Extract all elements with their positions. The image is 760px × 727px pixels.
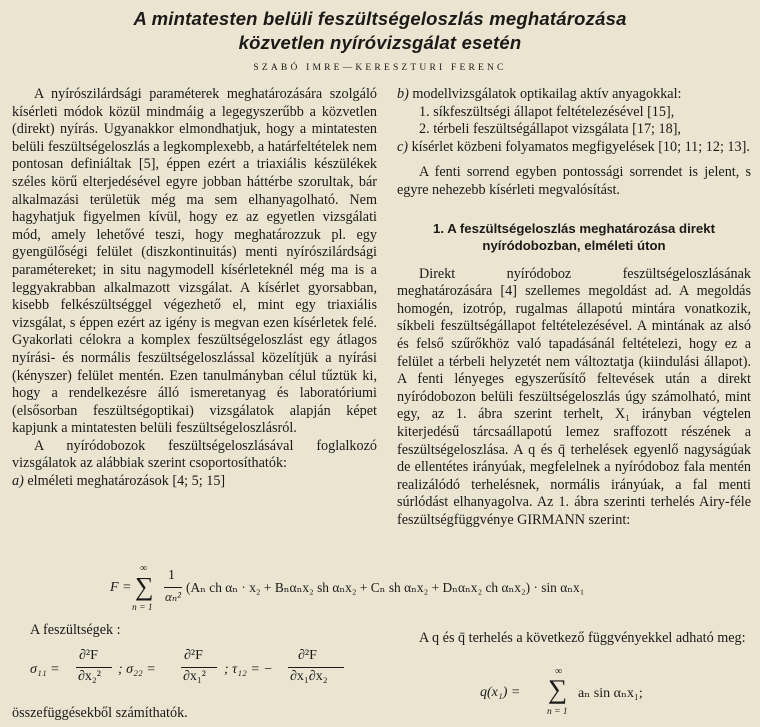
order-paragraph: A fenti sorrend egyben pontossági sorrendet is jelent, s egyre nehezebb kísérleti megvalósítást. [397, 164, 751, 198]
list-item-c-text: kísérlet közbeni folyamatos megfigyelések [10; 11; 12; 13]. [408, 138, 750, 155]
sigma22-numerator: ∂²F [184, 648, 203, 663]
section-heading: 1. A feszültségeloszlás meghatározása direkt nyíródobozban, elméleti úton [433, 220, 715, 253]
fraction-denominator: αₙ² [165, 589, 181, 604]
left-column [12, 86, 377, 491]
load-function-paragraph: A q és q̄ terhelés a következő függvényekkel adható meg: [419, 630, 746, 646]
grouping-paragraph: A nyíródobozok feszültségeloszlásával foglalkozó vizsgálatok az alábbiak szerint csoportosíthatók: [12, 437, 377, 472]
list-item-c [397, 139, 751, 157]
load-function-equation [470, 668, 710, 724]
paper-title-line2: közvetlen nyíróvizsgálat esetén [238, 32, 522, 53]
list-item-a-label: a) [12, 473, 24, 490]
sum-lower-limit: n = 1 [132, 603, 153, 613]
tau12-lhs: ; τ₁₂ = − [224, 662, 273, 677]
list-item-b-text: modellvizsgálatok optikailag aktív anyagokkal: [408, 86, 682, 102]
q-sum-lower-limit: n = 1 [547, 707, 568, 717]
list-item-b2: 2. térbeli feszültségállapot vizsgálata [17; 18], [419, 121, 681, 138]
closing-sentence: összefüggésekből számíthatók. [12, 705, 188, 721]
sigma22-denominator: ∂x₁² [183, 669, 206, 684]
list-item-b-label: b) [397, 86, 409, 102]
list-item-a-text: elméleti meghatározások [4; 5; 15] [23, 473, 226, 490]
q-lhs: q(x₁) = [480, 685, 521, 700]
q-body: aₙ sin αₙx₁; [578, 686, 643, 701]
list-item-b1: 1. síkfeszültségi állapot feltételezésével [15], [419, 103, 675, 120]
list-item-c-label: c) [397, 138, 409, 155]
tau12-denominator: ∂x₁∂x₂ [290, 669, 328, 684]
airy-function-equation [110, 563, 670, 615]
paper-title-line1: A mintatesten belüli feszültségeloszlás meghatározása [133, 8, 627, 29]
q-sum-upper-limit: ∞ [555, 666, 563, 677]
authors: SZABÓ IMRE—KERESZTURI FERENC [253, 63, 507, 73]
equation-lhs: F = [110, 580, 132, 595]
stresses-label: A feszültségek : [30, 622, 121, 638]
section-paragraph: Direkt nyíródoboz feszültségeloszlásának meghatározására [4] szellemes megoldást ad. A megoldás homogén, izotróp, rugalmas állapotú mintára vonatkozik, síkbeli feszültségállapot feltételezésével. A mintának az alsó és felső szűrőkhöz való tapadásánál feltételezi, hogy ez a felület a térbeli helyzetét nem változtatja (kiindulási állapot). A fenti lényeges egyszerűsítő feltevések után a direkt nyíródobozon belüli feszültségeloszlás úgy számolható, mint egy, az 1. ábra szerint terhelt, X₁ irányban végtelen kiterjedésű tárcsaállapotú lemez sraffozott részének a feszültségeloszlása. A q és q̄ terhelések egyenlő nagyságúak de ellentétes irányúak, megfelelnek a nyíródoboz fala mentén realizálódó terhelésnek, normális irányúak, a fal menti súrlódást elhanyagolva. Az 1. ábra szerinti terhelés Airy-féle feszültségfüggvénye GIRMANN szerint: [397, 265, 751, 528]
q-sum-symbol: ∑ [548, 674, 568, 704]
sigma11-lhs: σ₁₁ = [30, 662, 60, 677]
tau12-numerator: ∂²F [298, 648, 317, 663]
stress-equations [30, 650, 360, 698]
sum-symbol: ∑ [135, 572, 154, 601]
equation-body: (Aₙ ch αₙ · x₂ + Bₙαₙx₂ sh αₙx₂ + Cₙ sh αₙx₂ + Dₙαₙx₂ ch αₙx₂) · sin αₙx₁ [186, 580, 585, 595]
right-column [397, 86, 751, 529]
intro-paragraph: A nyírószilárdsági paraméterek meghatározására szolgáló kísérleti módok közül mindmáig a legegyszerűbb a közvetlen (direkt) nyírás. Ugyanakkor elmondhatjuk, hogy a mintatesten belüli feszültségeloszlás a legkomplexebb, a határfeltételek nem pontosan definiáltak [5], éppen ezért a triaxiális készülékek széles körű elterjedésével egyre jobban háttérbe szorultak, bár alkalmazási területük még ma sem elhanyagolható. Nem hagyhatjuk figyelmen kívül, hogy ez az egyetlen vizsgálati mód, amely lehetővé teszi, hogy meghatározzuk pl. egy gyengülőségi felület (diszkontinuitás) menti nyírószilárdsági paramétereket; in situ nagymodell kísérleteknél még ma is a leggyakrabban alkalmazott vizsgálat. A kísérlet gyorsabban, kisebb felkészültséggel végezhető el, mint egy triaxiális vizsgálat, s éppen ezért az igény is megvan ezen kísérletek felé. Gyakorlati célokra a komplex feszültségeloszlást egy átlagos nyírási- és normális feszültségeloszlással közelítjük a nyírási (kényszer) felület mentén. Ezen tanulmányban célul tűztük ki, hogy a rendelkezésre álló ismeretanyag és laboratóriumi (elsősorban feszültségoptikai) vizsgálatok alapján képet kapjunk a mintatesten belüli feszültségeloszlásról. [12, 86, 377, 437]
list-item-a [12, 473, 377, 491]
list-item-b [397, 86, 751, 104]
fraction-numerator: 1 [168, 568, 175, 583]
sigma11-numerator: ∂²F [79, 648, 98, 663]
sum-upper-limit: ∞ [140, 563, 148, 574]
sigma22-lhs: ; σ₂₂ = [118, 662, 156, 677]
sigma11-denominator: ∂x₂² [78, 669, 101, 684]
